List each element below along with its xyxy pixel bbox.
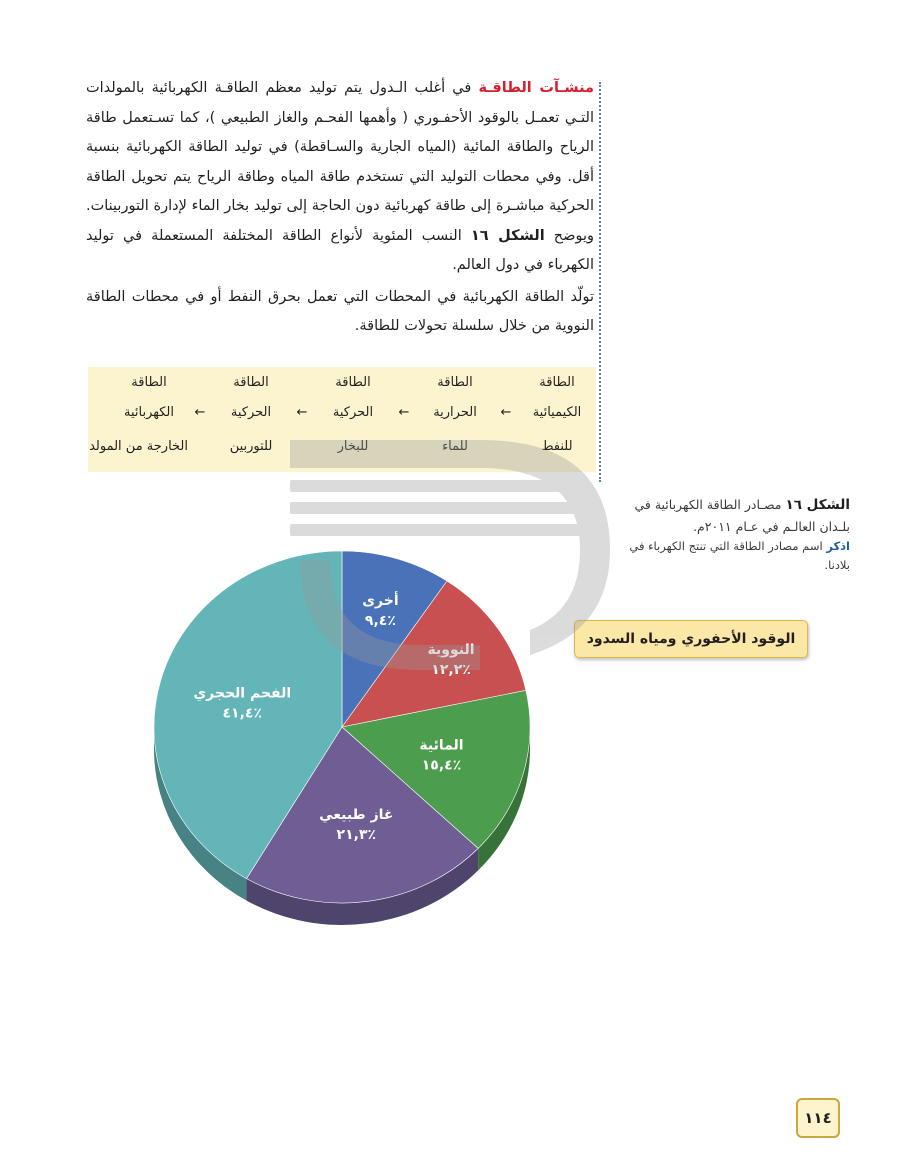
slice-name-label: غاز طبيعي [319, 806, 394, 823]
chain-cell: للنفط [541, 439, 573, 454]
chain-row-1 [88, 375, 596, 405]
arrow-left-icon: ← [398, 405, 410, 420]
slice-name-label: المائية [419, 737, 464, 754]
chain-cell: الطاقة [335, 375, 371, 390]
chain-cell: للماء [442, 439, 468, 454]
paragraph-2: تولّد الطاقة الكهربائية في المحطات التي تعمل بحرق النفط أو في محطات الطاقة النووية من خلال سلسلة تحولات للطاقة. [86, 288, 594, 334]
caption-text: مصـادر الطاقة الكهربائية في بلـدان العالـم في عـام ٢٠١١م. [634, 497, 850, 534]
margin-divider [599, 82, 601, 482]
activity-label: اذكر [826, 539, 850, 553]
chain-cell: الكهربائية [123, 405, 174, 420]
arrow-left-icon: ← [296, 405, 308, 420]
chain-row-3 [88, 439, 596, 469]
slice-value-label: ١٢,٢٪ [431, 662, 471, 679]
caption-question [620, 537, 850, 575]
pie-chart [150, 545, 540, 930]
chain-cell: للبخار [337, 439, 369, 454]
chain-cell: الطاقة [437, 375, 473, 390]
chain-cell: الكيميائية [532, 405, 582, 420]
figure-reference: الشكل ١٦ [470, 227, 545, 244]
chain-row-2 [88, 405, 596, 435]
energy-chain-table [88, 367, 596, 472]
slice-value-label: ٩,٤٪ [364, 613, 396, 630]
slice-value-label: ١٥,٤٪ [421, 757, 462, 774]
paragraph-1-part-a: في أغلب الـدول يتم توليد معظم الطاقـة الكهربائية بالمولدات التـي تعمـل بالوقود الأحفـوري ( وأهمها الفحـم والغاز الطبيعي )، كما تسـتعمل طاقة الرياح والطاقة المائية (المياه الجارية والسـاقطة) في توليد الطاقة الكهربائية بنسبة أقل. وفي محطات التوليد التي تستخدم طاقة المياه وطاقة الرياح يتم تحويل الطاقة الحركية مباشـرة إلى طاقة كهربائية دون الحاجة إلى توليد بخار الماء لإدارة التوربينات. ويوضح [86, 80, 595, 244]
chain-cell: للتوربين [229, 439, 273, 454]
slice-name-label: النووية [427, 642, 475, 659]
figure-caption [620, 494, 850, 575]
paragraph-1-part-b: النسب المئوية لأنواع الطاقة المختلفة المستعملة في توليد الكهرباء في دول العالم. [86, 227, 594, 273]
slice-name-label: أخرى [362, 593, 399, 610]
chain-cell: الحركية [332, 405, 374, 420]
paragraph-1 [86, 74, 594, 281]
chain-cell: الخارجة من المولد [89, 439, 188, 454]
chain-cell: الطاقة [233, 375, 269, 390]
slice-value-label: ٤١,٤٪ [222, 705, 262, 722]
arrow-left-icon: ← [194, 405, 206, 420]
chain-cell: الحركية [230, 405, 272, 420]
slice-value-label: ٢١,٣٪ [336, 826, 377, 843]
chain-cell: الطاقة [131, 375, 167, 390]
chain-cell: الحرارية [433, 405, 477, 420]
slice-name-label: الفحم الحجري [193, 685, 292, 702]
chain-cell: الطاقة [539, 375, 575, 390]
caption-title [620, 494, 850, 537]
main-text [86, 74, 594, 344]
section-term: منشـآت الطاقـة [478, 80, 595, 96]
figure-number: الشكل ١٦ [785, 497, 850, 513]
arrow-left-icon: ← [500, 405, 512, 420]
question-text: اسم مصادر الطاقة التي تنتج الكهرباء في بلادنا. [629, 539, 850, 572]
answer-box: الوقود الأحفوري ومياه السدود [574, 620, 808, 658]
page-number: ١١٤ [796, 1098, 840, 1138]
